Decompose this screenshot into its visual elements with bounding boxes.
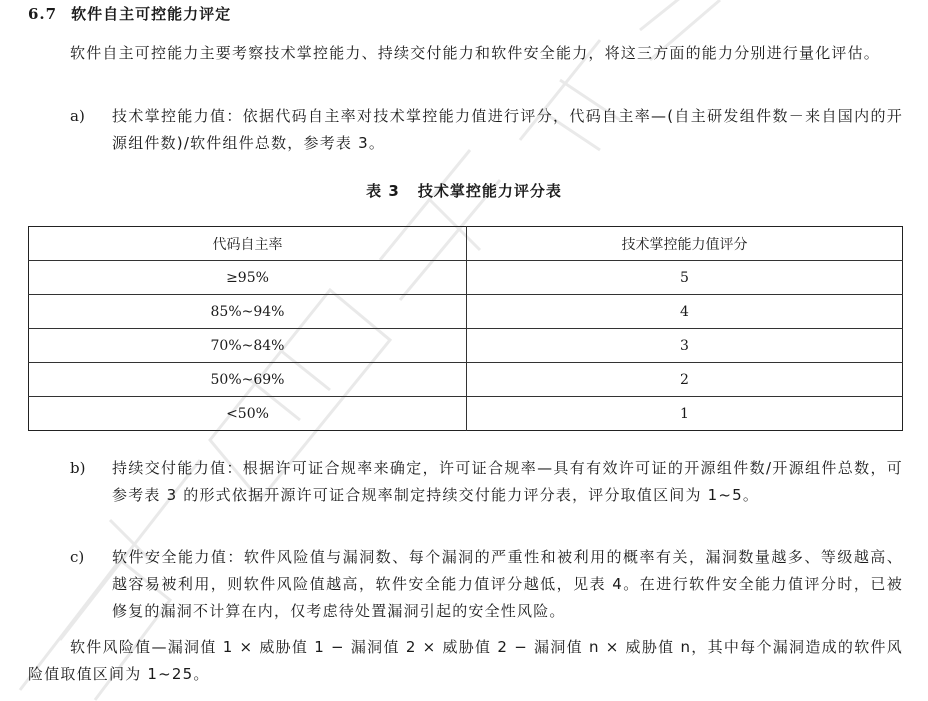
table-row (29, 261, 903, 295)
table-row (29, 329, 903, 363)
table-cell-score: 1 (467, 397, 903, 431)
item-a-marker: a) (70, 107, 85, 125)
table-cell-score: 4 (467, 295, 903, 329)
table-cell-rate: 50%~69% (29, 363, 467, 397)
table-row (29, 295, 903, 329)
item-c-text: 软件安全能力值：软件风险值与漏洞数、每个漏洞的严重性和被利用的概率有关，漏洞数量越多、等级越高、越容易被利用，则软件风险值越高，软件安全能力值评分越低，见表 4。在进行软件安全能力值评分时，已被修复的漏洞不计算在内，仅考虑待处置漏洞引起的安全性风险。 (112, 548, 903, 620)
item-a-text: 技术掌控能力值：依据代码自主率对技术掌控能力值进行评分，代码自主率—(自主研发组件数－来自国内的开源组件数)/软件组件总数，参考表 3。 (112, 107, 903, 152)
section-heading (28, 3, 231, 24)
table-header-cell: 代码自主率 (29, 227, 467, 261)
item-b-text: 持续交付能力值：根据许可证合规率来确定，许可证合规率—具有有效许可证的开源组件数/开源组件总数，可参考表 3 的形式依据开源许可证合规率制定持续交付能力评分表，评分取值区间为 1~5。 (112, 459, 903, 504)
table-cell-rate: 85%~94% (29, 295, 467, 329)
table-caption (0, 180, 928, 201)
table-cell-score: 3 (467, 329, 903, 363)
score-table (28, 226, 903, 431)
item-c-marker: c) (70, 548, 85, 566)
table-header-cell: 技术掌控能力值评分 (467, 227, 903, 261)
table-caption-title: 技术掌控能力评分表 (417, 182, 562, 200)
section-title: 软件自主可控能力评定 (71, 5, 232, 23)
table-caption-number: 表 3 (366, 182, 400, 200)
table-cell-rate: <50% (29, 397, 467, 431)
table-header-row (29, 227, 903, 261)
item-b-marker: b) (70, 459, 86, 477)
intro-paragraph: 软件自主可控能力主要考察技术掌控能力、持续交付能力和软件安全能力，将这三方面的能力分别进行量化评估。 (70, 44, 881, 62)
table-row (29, 397, 903, 431)
formula-paragraph: 软件风险值—漏洞值 1 × 威胁值 1 − 漏洞值 2 × 威胁值 2 − 漏洞值 n × 威胁值 n，其中每个漏洞造成的软件风险值取值区间为 1~25。 (28, 638, 903, 683)
table-cell-score: 5 (467, 261, 903, 295)
table-cell-rate: 70%~84% (29, 329, 467, 363)
section-number: 6.7 (28, 5, 58, 23)
table-row (29, 363, 903, 397)
table-cell-rate: ≥95% (29, 261, 467, 295)
table-cell-score: 2 (467, 363, 903, 397)
